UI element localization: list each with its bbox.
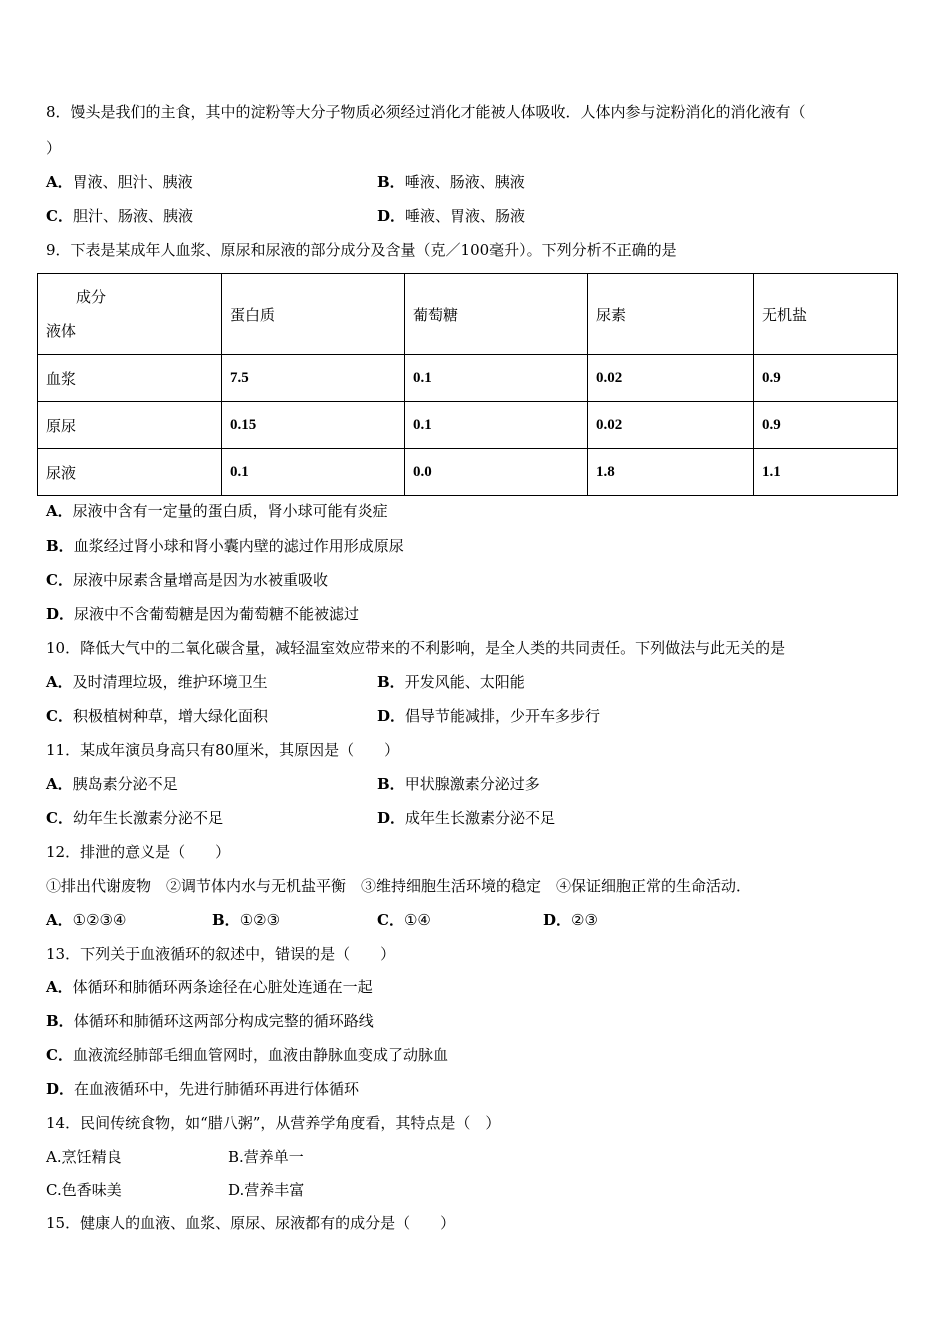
table-cell: 0.1 [222, 449, 405, 496]
table-cell: 1.8 [588, 449, 754, 496]
q13-option-c: C．血液流经肺部毛细血管网时，血液由静脉血变成了动脉血 [46, 1046, 448, 1064]
q14-stem: 14．民间传统食物，如“腊八粥”，从营养学角度看，其特点是（ ） [46, 1114, 501, 1132]
q14-option-c: C.色香味美 [46, 1181, 122, 1199]
q9-option-a: A．尿液中含有一定量的蛋白质，肾小球可能有炎症 [46, 502, 388, 520]
q8-option-d: D．唾液、胃液、肠液 [377, 207, 526, 225]
q11-option-b: B．甲状腺激素分泌过多 [377, 775, 540, 793]
q10-option-b: B．开发风能、太阳能 [377, 673, 525, 691]
q8-option-a: A．胃液、胆汁、胰液 [46, 173, 193, 191]
row-label: 原尿 [38, 402, 222, 449]
table-header: 尿素 [588, 274, 754, 355]
table-cell: 0.9 [754, 355, 898, 402]
q10-stem: 10．降低大气中的二氧化碳含量，减轻温室效应带来的不利影响，是全人类的共同责任。下列做法与此无关的是 [46, 639, 786, 657]
q9-option-c: C．尿液中尿素含量增高是因为水被重吸收 [46, 571, 328, 589]
q14-option-a: A.烹饪精良 [46, 1148, 122, 1166]
q8-stem: 8．馒头是我们的主食，其中的淀粉等大分子物质必须经过消化才能被人体吸收．人体内参与淀粉消化的消化液有（ [46, 103, 806, 121]
q12-option-d: D．②③ [543, 911, 598, 929]
q14-option-b: B.营养单一 [228, 1148, 304, 1166]
q11-option-d: D．成年生长激素分泌不足 [377, 809, 556, 827]
table-cell: 0.1 [405, 355, 588, 402]
table-cell: 0.02 [588, 355, 754, 402]
table-header: 葡萄糖 [405, 274, 588, 355]
table-header-row [38, 274, 898, 355]
table-cell: 0.15 [222, 402, 405, 449]
q10-option-a: A．及时清理垃圾，维护环境卫生 [46, 673, 268, 691]
q8-option-b: B．唾液、肠液、胰液 [377, 173, 525, 191]
q12-items: ①排出代谢废物 ②调节体内水与无机盐平衡 ③维持细胞生活环境的稳定 ④保证细胞正常的生命活动． [46, 877, 752, 895]
q11-stem: 11．某成年演员身高只有80厘米，其原因是（ ） [46, 741, 400, 759]
table-cell: 0.0 [405, 449, 588, 496]
row-label: 血浆 [38, 355, 222, 402]
q12-option-c: C．①④ [377, 911, 431, 929]
q15-stem: 15．健康人的血液、血浆、原尿、尿液都有的成分是（ ） [46, 1214, 456, 1232]
q14-option-d: D.营养丰富 [228, 1181, 305, 1199]
q11-option-c: C．幼年生长激素分泌不足 [46, 809, 223, 827]
q8-option-c: C．胆汁、肠液、胰液 [46, 207, 193, 225]
q8-stem-cont: ） [46, 139, 62, 157]
q13-stem: 13．下列关于血液循环的叙述中，错误的是（ ） [46, 945, 396, 963]
q12-option-a: A．①②③④ [46, 911, 127, 929]
table-corner-cell: 成分 液体 [38, 274, 222, 355]
q9-option-d: D．尿液中不含葡萄糖是因为葡萄糖不能被滤过 [46, 605, 360, 623]
table-cell: 0.9 [754, 402, 898, 449]
table-cell: 0.02 [588, 402, 754, 449]
q11-option-a: A．胰岛素分泌不足 [46, 775, 178, 793]
table-cell: 1.1 [754, 449, 898, 496]
composition-table [37, 273, 898, 496]
q12-stem: 12．排泄的意义是（ ） [46, 843, 231, 861]
q9-option-b: B．血浆经过肾小球和肾小囊内壁的滤过作用形成原尿 [46, 537, 404, 555]
table-header: 蛋白质 [222, 274, 405, 355]
q13-option-b: B．体循环和肺循环这两部分构成完整的循环路线 [46, 1012, 374, 1030]
table-cell: 7.5 [222, 355, 405, 402]
q13-option-d: D．在血液循环中，先进行肺循环再进行体循环 [46, 1080, 360, 1098]
q12-option-b: B．①②③ [212, 911, 281, 929]
q10-option-d: D．倡导节能减排，少开车多步行 [377, 707, 601, 725]
q13-option-a: A．体循环和肺循环两条途径在心脏处连通在一起 [46, 978, 373, 996]
q10-option-c: C．积极植树种草，增大绿化面积 [46, 707, 268, 725]
row-label: 尿液 [38, 449, 222, 496]
table-cell: 0.1 [405, 402, 588, 449]
table-header: 无机盐 [754, 274, 898, 355]
table-row [38, 402, 898, 449]
q9-stem: 9．下表是某成年人血浆、原尿和尿液的部分成分及含量（克／100毫升）。下列分析不正确的是 [46, 241, 677, 259]
table-row [38, 355, 898, 402]
table-row [38, 449, 898, 496]
